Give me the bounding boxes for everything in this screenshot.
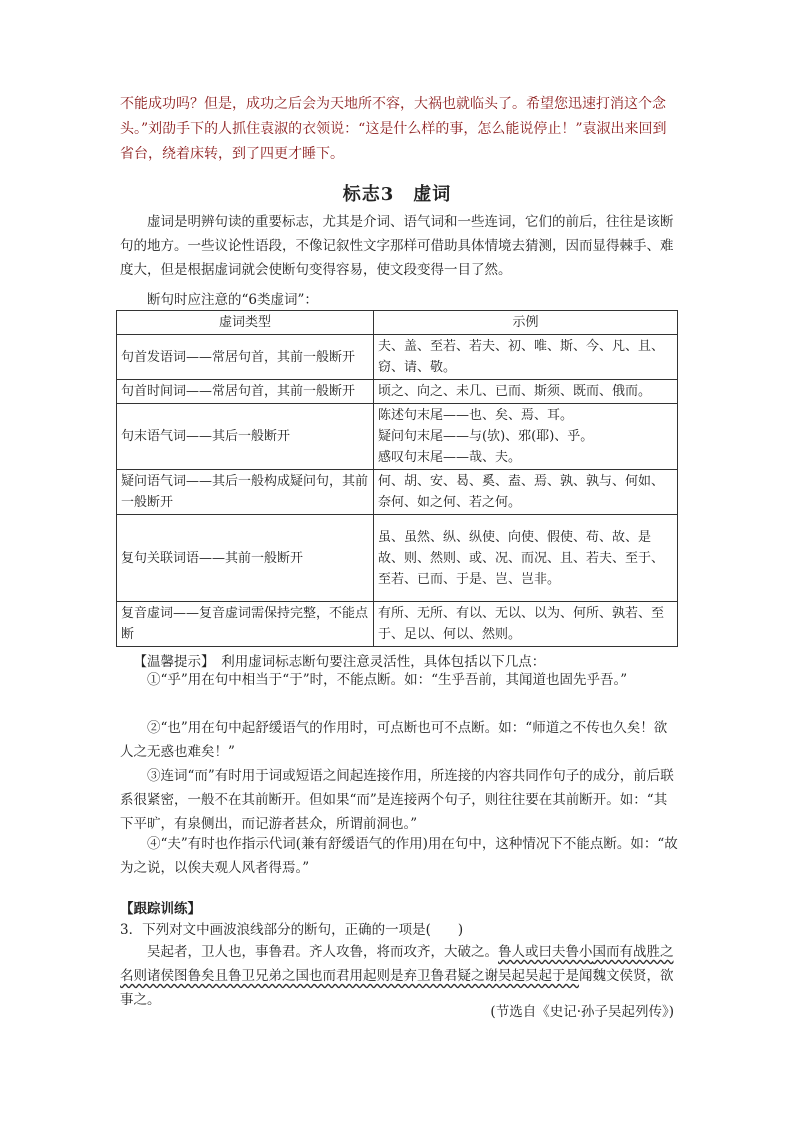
practice-question: 3．下列对文中画波浪线部分的断句，正确的一项是( ) bbox=[120, 922, 464, 938]
table-caption: 断句时应注意的“6类虚词”： bbox=[147, 292, 318, 308]
table-header-row bbox=[117, 311, 678, 335]
passage-wavy: 鲁人或曰夫鲁小 bbox=[498, 944, 593, 960]
table-row bbox=[117, 515, 678, 602]
intro-explanation: 虚词是明辨句读的重要标志，尤其是介词、语气词和一些连词，它们的前后，往往是该断句的地方。一些议论性语段，不像记叙性文字那样可借助具体情境去猜测，因而显得棘手、难度大，但是根据虚词就会使断句变得容易，使文段变得一目了然。 bbox=[120, 214, 674, 278]
passage-tail: 闻魏文侯贤，欲事之。 bbox=[120, 968, 674, 1008]
table-row bbox=[117, 602, 678, 647]
passage-wavy: 国而有战胜之名则诸侯图鲁矣且鲁卫兄弟之国也而君用起则是弃卫鲁君疑之谢 bbox=[120, 944, 674, 984]
row-type: 复音虚词——复音虚词需保持完整，不能点断 bbox=[117, 602, 374, 647]
example-line: 感叹句末尾——哉、夫。 bbox=[378, 450, 522, 465]
row-examples: 夫、盖、至若、若夫、初、唯、斯、今、凡、且、窃、请、敬。 bbox=[374, 335, 678, 380]
passage-source: (节选自《史记·孙子吴起列传》) bbox=[490, 1004, 674, 1020]
passage-wavy: 吴起吴起于是 bbox=[498, 968, 579, 984]
row-type: 句末语气词——其后一般断开 bbox=[117, 404, 374, 470]
tip-item: ③连词“而”有时用于词或短语之间起连接作用，所连接的内容共同作句子的成分，前后联系很紧密，一般不在其前断开。但如果“而”是连接两个句子，则往往要在其前断开。如：“其下平旷，有泉侧出，而记游者甚众，所谓前洞也。” bbox=[120, 768, 674, 832]
row-type: 句首时间词——常居句首，其前一般断开 bbox=[117, 380, 374, 404]
intro-paragraph: 不能成功吗？但是，成功之后会为天地所不容，大祸也就临头了。希望您迅速打消这个念头。”刘劭手下的人抓住袁淑的衣领说：“这是什么样的事，怎么能说停止！”袁淑出来回到省台，绕着床转，到了四更才睡下。 bbox=[120, 96, 667, 162]
table-row bbox=[117, 404, 678, 470]
passage-plain: 吴起者，卫人也，事鲁君。齐人攻鲁，将而攻齐，大破之。 bbox=[147, 944, 498, 960]
column-header-examples: 示例 bbox=[374, 311, 678, 335]
practice-header: 【跟踪训练】 bbox=[120, 901, 201, 917]
example-line: 疑问句末尾——与(欤)、邪(耶)、乎。 bbox=[378, 429, 594, 444]
tips-header: 【温馨提示】 利用虚词标志断句要注意灵活性，具体包括以下几点： bbox=[133, 654, 546, 670]
table-row bbox=[117, 380, 678, 404]
example-line: 陈述句末尾——也、矣、焉、耳。 bbox=[378, 408, 574, 423]
row-type: 疑问语气词——其后一般构成疑问句，其前一般断开 bbox=[117, 470, 374, 515]
row-type: 句首发语词——常居句首，其前一般断开 bbox=[117, 335, 374, 380]
tip-item: ④“夫”有时也作指示代词(兼有舒缓语气的作用)用在句中，这种情况下不能点断。如：“故为之说，以俟夫观人风者得焉。” bbox=[120, 836, 678, 876]
row-examples bbox=[374, 404, 678, 470]
row-examples: 何、胡、安、曷、奚、盍、焉、孰、孰与、何如、奈何、如之何、若之何。 bbox=[374, 470, 678, 515]
row-examples: 有所、无所、有以、无以、以为、何所、孰若、至于、足以、何以、然则。 bbox=[374, 602, 678, 647]
table-row bbox=[117, 335, 678, 380]
column-header-type: 虚词类型 bbox=[117, 311, 374, 335]
table-row bbox=[117, 470, 678, 515]
tip-item: ②“也”用在句中起舒缓语气的作用时，可点断也可不点断。如：“师道之不传也久矣！欲人之无惑也难矣！” bbox=[120, 720, 668, 760]
row-type: 复句关联词语——其前一般断开 bbox=[117, 515, 374, 602]
function-words-table bbox=[116, 310, 678, 647]
row-examples: 顷之、向之、未几、已而、斯须、既而、俄而。 bbox=[374, 380, 678, 404]
tip-item: ①“乎”用在句中相当于“于”时，不能点断。如：“生乎吾前，其闻道也固先乎吾。” bbox=[147, 672, 628, 688]
section-title: 标志3 虚词 bbox=[342, 184, 452, 205]
row-examples: 虽、虽然、纵、纵使、向使、假使、苟、故、是故、则、然则、或、况、而况、且、若夫、至于、至若、已而、于是、岂、岂非。 bbox=[374, 515, 678, 602]
